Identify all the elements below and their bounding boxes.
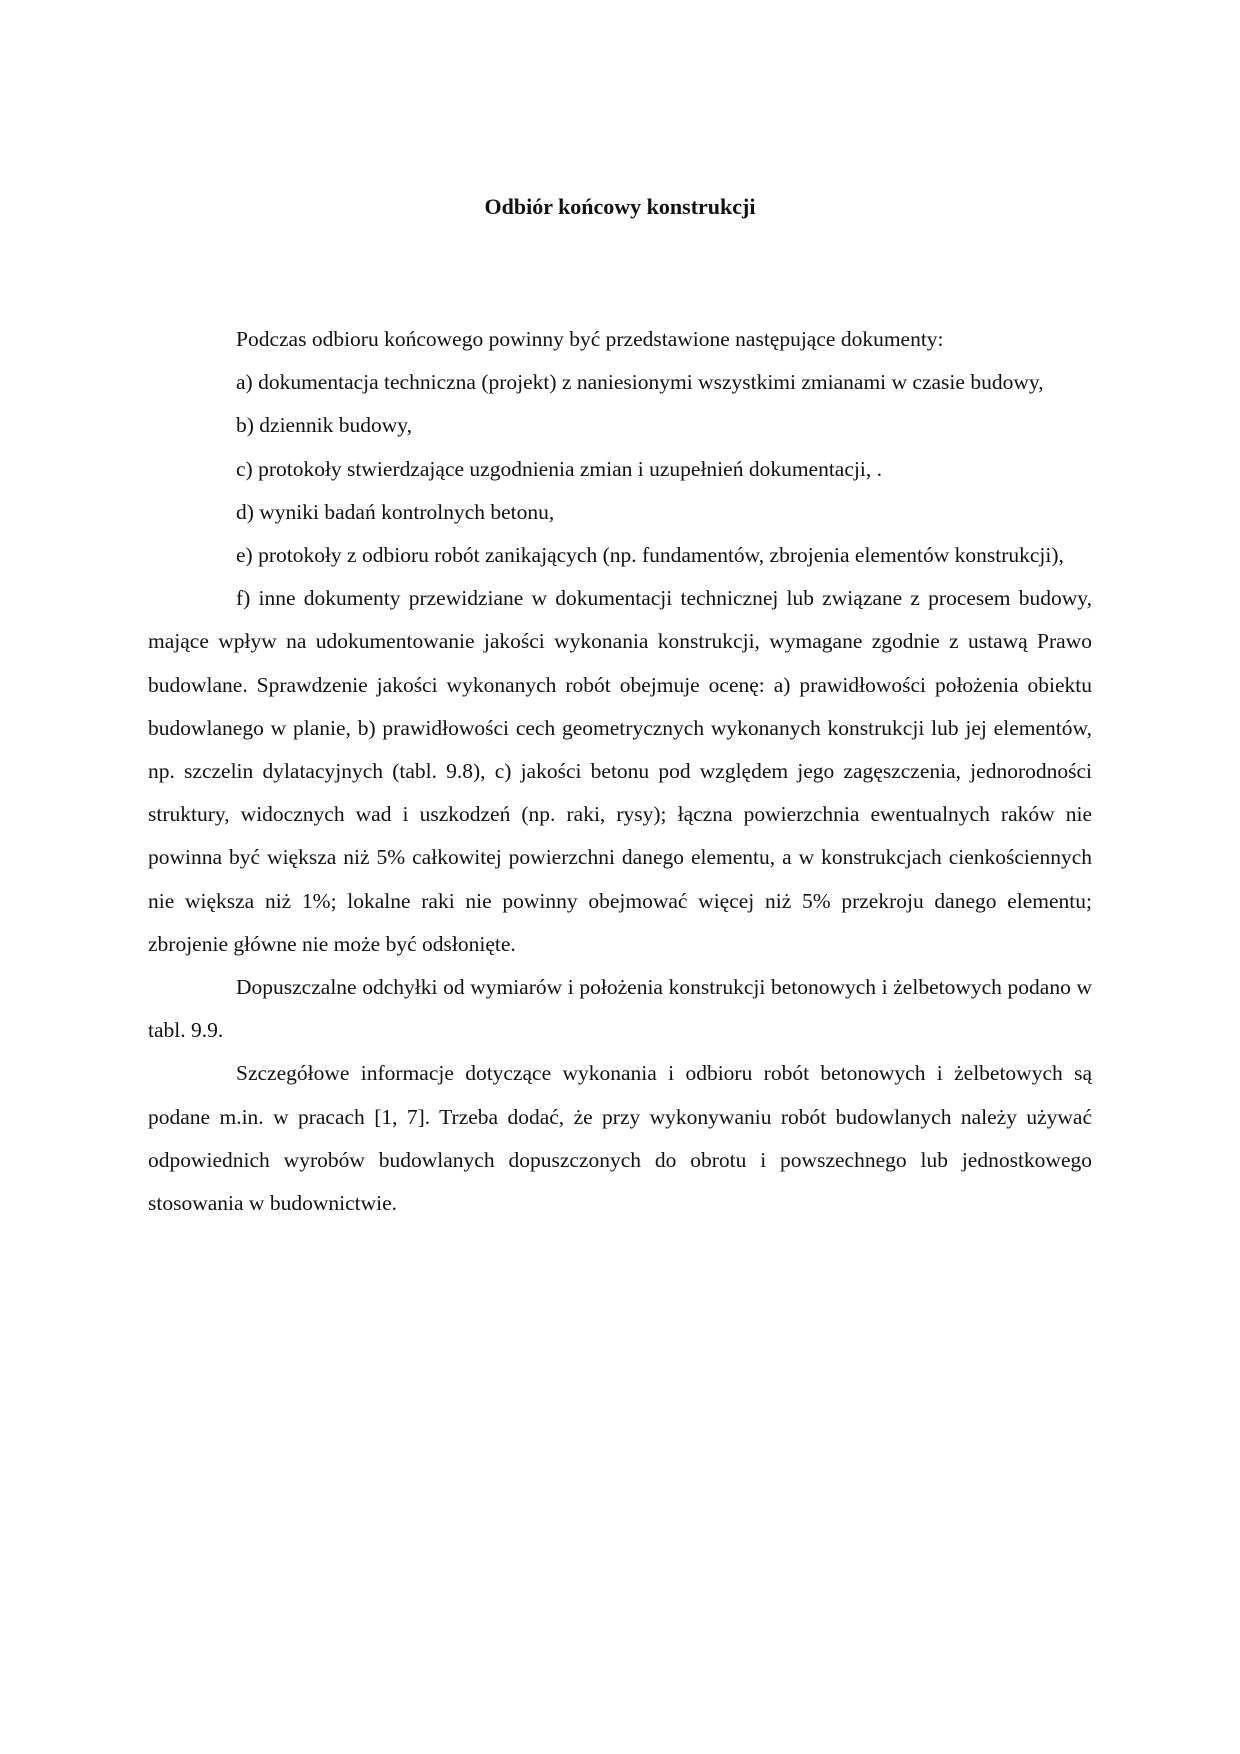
paragraph-item-e: e) protokoły z odbioru robót zanikających (np. fundamentów, zbrojenia elementów konstrukcji), (236, 543, 1064, 568)
paragraph-intro: Podczas odbioru końcowego powinny być przedstawione następujące dokumenty: (236, 327, 944, 351)
paragraph-details: Szczegółowe informacje dotyczące wykonania i odbioru robót betonowych i żelbetowych są podane m.in. w pracach [1, 7]. Trzeba dodać, że przy wykonywaniu robót budowlanych należy używać odpowiednich wyrobów budowlanych dopuszczonych do obrotu i powszechnego lub jednostkowego stosowania w budownictwie. (148, 1061, 1092, 1216)
document-title: Odbiór końcowy konstrukcji (484, 194, 756, 219)
paragraph-tolerances: Dopuszczalne odchyłki od wymiarów i położenia konstrukcji betonowych i żelbetowych podano w tabl. 9.9. (148, 975, 1092, 1043)
paragraph-item-d: d) wyniki badań kontrolnych betonu, (236, 499, 555, 524)
paragraph-item-a: a) dokumentacja techniczna (projekt) z naniesionymi wszystkimi zmianami w czasie budowy, (236, 370, 1044, 395)
paragraph-item-c: c) protokoły stwierdzające uzgodnienia zmian i uzupełnień dokumentacji, . (236, 456, 882, 481)
document-body (148, 318, 1092, 1225)
paragraph-item-b: b) dziennik budowy, (236, 413, 412, 438)
paragraph-item-f: f) inne dokumenty przewidziane w dokumentacji technicznej lub związane z procesem budowy, mające wpływ na udokumentowanie jakości wykonania konstrukcji, wymagane zgodnie z ustawą Prawo budowlane. Sprawdzenie jakości wykonanych robót obejmuje ocenę: a) prawidłowości położenia obiektu budowlanego w planie, b) prawidłowości cech geometrycznych wykonanych konstrukcji lub jej elementów, np. szczelin dylatacyjnych (tabl. 9.8), c) jakości betonu pod względem jego zagęszczenia, jednorodności struktury, widocznych wad i uszkodzeń (np. raki, rysy); łączna powierzchnia ewentualnych raków nie powinna być większa niż 5% całkowitej powierzchni danego elementu, a w konstrukcjach cienkościennych nie większa niż 1%; lokalne raki nie powinny obejmować więcej niż 5% przekroju danego elementu; zbrojenie główne nie może być odsłonięte. (148, 586, 1092, 956)
